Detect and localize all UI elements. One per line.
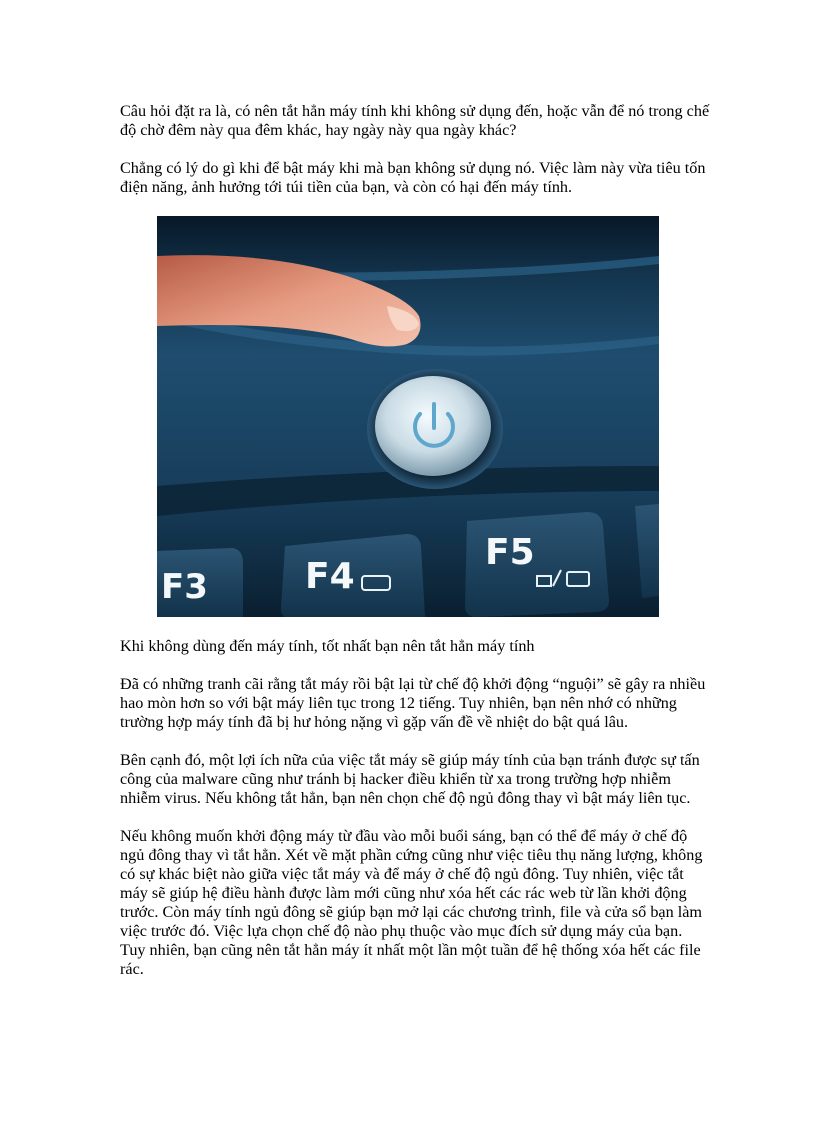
- key-f4-label: F4: [305, 556, 355, 597]
- key-f5-label: F5: [485, 532, 535, 573]
- paragraph-5: Nếu không muốn khởi động máy từ đầu vào mỗi buổi sáng, bạn có thể để máy ở chế độ ngủ đông thay vì tắt hẳn. Xét về mặt phần cứng cũng như việc tiêu thụ năng lượng, không có sự khác biệt nào giữa việc tắt máy và để máy ở chế độ ngủ đông. Tuy nhiên, việc tắt máy sẽ giúp hệ điều hành được làm mới cũng như xóa hết các rác web từ lần khởi động trước. Còn máy tính ngủ đông sẽ giúp bạn mở lại các chương trình, file và cửa sổ bạn làm việc trước đó. Việc lựa chọn chế độ nào phụ thuộc vào mục đích sử dụng máy của bạn. Tuy nhiên, bạn cũng nên tắt hẳn máy ít nhất một lần một tuần để hệ thống xóa hết các file rác.: [120, 827, 703, 978]
- power-button-photo: [157, 216, 659, 617]
- document-body: [120, 102, 710, 998]
- paragraph-4: Bên cạnh đó, một lợi ích nữa của việc tắt máy sẽ giúp máy tính của bạn tránh được sự tấn công của malware cũng như tránh bị hacker điều khiển từ xa trong trường hợp nhiễm nhiễm virus. Nếu không tắt hẳn, bạn nên chọn chế độ ngủ đông thay vì bật máy liên tục.: [120, 751, 700, 807]
- paragraph-2: Chẳng có lý do gì khi để bật máy khi mà bạn không sử dụng nó. Việc làm này vừa tiêu tốn điện năng, ảnh hưởng tới túi tiền của bạn, và còn có hại đến máy tính.: [120, 159, 706, 196]
- photo-caption: Khi không dùng đến máy tính, tốt nhất bạn nên tắt hẳn máy tính: [120, 637, 535, 655]
- key-f3-label: F3: [161, 567, 208, 607]
- paragraph-3: Đã có những tranh cãi rằng tắt máy rồi bật lại từ chế độ khởi động “nguội” sẽ gây ra nhiều hao mòn hơn so với bật máy liên tục trong 12 tiếng. Tuy nhiên, bạn nên nhớ có những trường hợp máy tính đã bị hư hỏng nặng vì gặp vấn đề về nhiệt do bật quá lâu.: [120, 675, 706, 731]
- paragraph-1: Câu hỏi đặt ra là, có nên tắt hẳn máy tính khi không sử dụng đến, hoặc vẫn để nó trong chế độ chờ đêm này qua đêm khác, hay ngày này qua ngày khác?: [120, 102, 710, 139]
